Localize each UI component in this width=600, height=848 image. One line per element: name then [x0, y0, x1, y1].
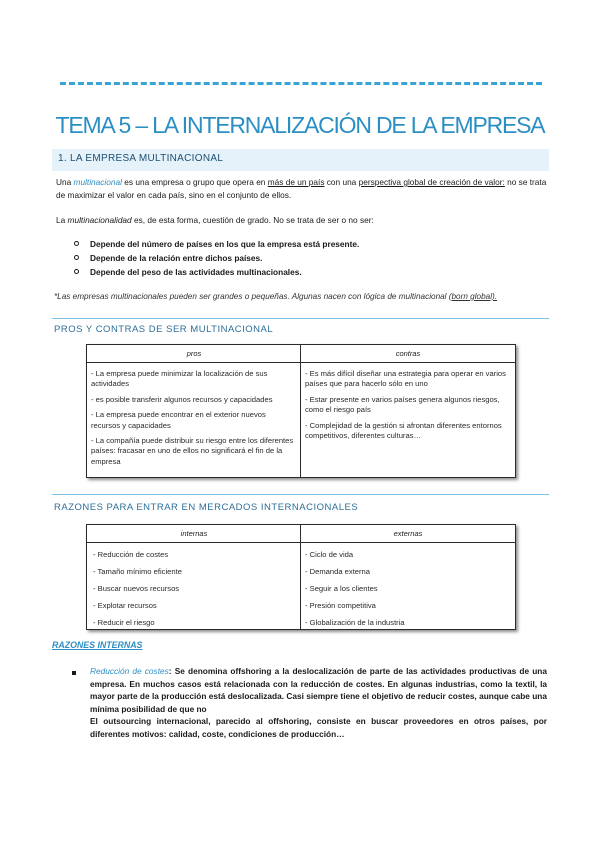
cell-item: - Buscar nuevos recursos — [93, 583, 180, 593]
section-divider — [52, 494, 549, 495]
underlined-text: born global). — [451, 292, 498, 301]
text-run: no se trata de maximizar el valor en cada país, sino en el conjunto de ellos. — [56, 177, 547, 200]
table-cell — [305, 369, 510, 446]
cell-item: - Demanda externa — [305, 566, 371, 576]
cell-item: - La empresa puede encontrar en el exterior nuevos recursos y capacidades — [91, 410, 266, 430]
cell-item: - Estar presente en varios países genera algunos riesgos, como el riesgo país — [305, 394, 500, 415]
text-run: es una empresa o grupo que opera en — [121, 177, 268, 187]
table-divider — [300, 345, 301, 477]
circle-bullet-icon — [74, 269, 79, 274]
cell-item: - Reducir el riesgo — [93, 617, 155, 627]
column-header: externas — [393, 529, 423, 538]
text-run: La — [56, 215, 68, 225]
decorative-dashed-rule — [60, 82, 542, 85]
footnote — [54, 292, 554, 301]
section-heading: RAZONES PARA ENTRAR EN MERCADOS INTERNACIONALES — [54, 502, 359, 513]
cell-item: - Presión competitiva — [305, 600, 376, 610]
underlined-text: más de un país — [267, 177, 325, 187]
column-header: contras — [395, 349, 421, 358]
razones-table — [86, 524, 516, 630]
cell-item: - La compañía puede distribuir su riesgo entre los diferentes países: fracasar en uno de ellos no significará el fin de la empresa — [91, 436, 294, 466]
cell-item: - Complejidad de la gestión si afrontan diferentes entornos competitivos, diferentes culturas… — [305, 420, 502, 441]
bullet-list — [74, 237, 359, 279]
cell-item: - Ciclo de vida — [305, 550, 354, 559]
page-title: TEMA 5 – LA INTERNALIZACIÓN DE LA EMPRESA — [55, 112, 545, 138]
table-divider — [87, 362, 515, 363]
column-header: pros — [186, 349, 202, 358]
text-run: *Las empresas multinacionales pueden ser grandes o pequeñas. Algunas nacen con lógica de multinacional ( — [54, 292, 452, 301]
cell-item: - Tamaño mínimo eficiente — [93, 566, 182, 576]
circle-bullet-icon — [74, 241, 79, 246]
text-run: Una — [56, 177, 74, 187]
table-divider — [300, 525, 301, 629]
definition-paragraph — [56, 176, 548, 201]
cell-item: - Reducción de costes — [93, 550, 169, 559]
italic-term: multinacionalidad — [67, 215, 132, 225]
table-cell — [305, 550, 505, 635]
cell-item: - Seguir a los clientes — [305, 583, 378, 593]
list-item — [74, 251, 359, 265]
razones-internas-paragraph — [90, 665, 547, 740]
highlighted-term: Reducción de costes — [90, 666, 169, 676]
cell-item: - Globalización de la industria — [305, 617, 405, 627]
square-bullet-icon — [72, 671, 76, 675]
list-item — [74, 237, 359, 251]
column-header: internas — [180, 529, 208, 538]
highlighted-term: multinacional — [73, 177, 122, 187]
section-heading: 1. LA EMPRESA MULTINACIONAL — [58, 153, 224, 164]
text-run: El outsourcing internacional, parecido al offshoring, consiste en buscar proveedores en otros países, por diferentes motivos: calidad, coste, condiciones de producción… — [90, 716, 547, 739]
subsection-heading: RAZONES INTERNAS — [52, 640, 143, 650]
degree-paragraph — [56, 214, 548, 227]
text-run: es, de esta forma, cuestión de grado. No se trata de ser o no ser: — [131, 215, 374, 225]
section-divider — [52, 318, 549, 319]
table-divider — [87, 542, 515, 543]
pros-contras-table — [86, 344, 516, 478]
list-item — [74, 265, 359, 279]
list-item-text: Depende del número de países en los que la empresa está presente. — [90, 239, 360, 249]
table-cell — [91, 369, 296, 472]
cell-item: - Es más difícil diseñar una estrategia para operar en varios países que para hacerlo sólo en uno — [305, 369, 506, 389]
list-item-text: Depende del peso de las actividades multinacionales. — [90, 267, 302, 277]
cell-item: - Explotar recursos — [93, 600, 157, 610]
table-cell — [93, 550, 293, 635]
text-run: con una — [324, 177, 359, 187]
cell-item: - es posible transferir algunos recursos y capacidades — [91, 394, 273, 404]
section-heading: PROS Y CONTRAS DE SER MULTINACIONAL — [54, 324, 274, 335]
circle-bullet-icon — [74, 255, 79, 260]
underlined-text: perspectiva global de creación de valor: — [358, 177, 505, 187]
cell-item: - La empresa puede minimizar la localización de sus actividades — [91, 369, 268, 389]
list-item-text: Depende de la relación entre dichos países. — [90, 253, 263, 263]
section-heading-bar — [52, 149, 549, 171]
text-run: : Se denomina offshoring a la deslocalización de parte de las actividades productivas de una empresa. En muchos casos está relacionada con la reducción de costes. En algunas industrias, como la textil, la mayor parte de la producción está deslocalizada. Casi siempre tiene el objetivo de reducir costes, aunque cabe una mínima posibilidad de que no — [90, 666, 547, 714]
